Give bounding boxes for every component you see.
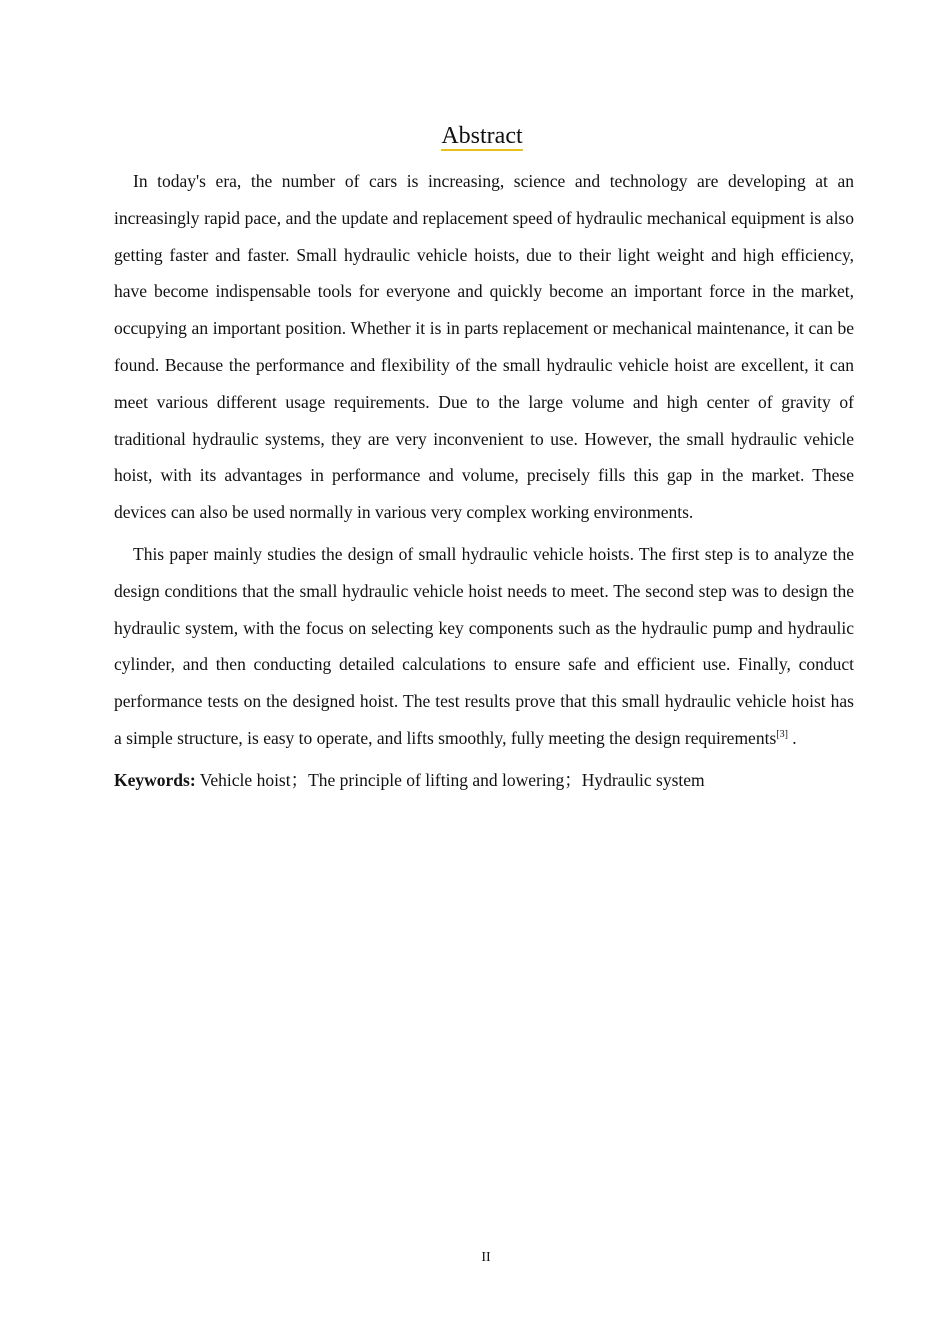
abstract-paragraph-2 xyxy=(114,536,854,757)
keywords-line xyxy=(114,762,854,799)
citation-reference: [3] xyxy=(776,728,788,740)
paragraph-2-text: This paper mainly studies the design of small hydraulic vehicle hoists. The first step is to analyze the design conditions that the small hydraulic vehicle hoist needs to meet. The second step was to design the hydraulic system, with the focus on selecting key components such as the hydraulic pump and hydraulic cylinder, and then conducting detailed calculations to ensure safe and efficient use. Finally, conduct performance tests on the designed hoist. The test results prove that this small hydraulic vehicle hoist has a simple structure, is easy to operate, and lifts smoothly, fully meeting the design requirements xyxy=(114,543,854,748)
page-number: II xyxy=(481,1250,491,1265)
paragraph-2-end: . xyxy=(787,727,797,748)
abstract-body xyxy=(114,163,854,799)
keywords-text: Vehicle hoist；The principle of lifting and lowering；Hydraulic system xyxy=(195,769,705,790)
abstract-title-text: Abstract xyxy=(441,123,523,149)
keywords-label: Keywords: xyxy=(114,769,196,790)
abstract-title xyxy=(0,120,950,152)
abstract-paragraph-1: In today's era, the number of cars is increasing, science and technology are developing at an increasingly rapid pace, and the update and replacement speed of hydraulic mechanical equipment is also getting faster and faster. Small hydraulic vehicle hoists, due to their light weight and high efficiency, have become indispensable tools for everyone and quickly become an important force in the market, occupying an important position. Whether it is in parts replacement or mechanical maintenance, it can be found. Because the performance and flexibility of the small hydraulic vehicle hoist are excellent, it can meet various different usage requirements. Due to the large volume and high center of gravity of traditional hydraulic systems, they are very inconvenient to use. However, the small hydraulic vehicle hoist, with its advantages in performance and volume, precisely fills this gap in the market. These devices can also be used normally in various very complex working environments. xyxy=(114,171,854,523)
